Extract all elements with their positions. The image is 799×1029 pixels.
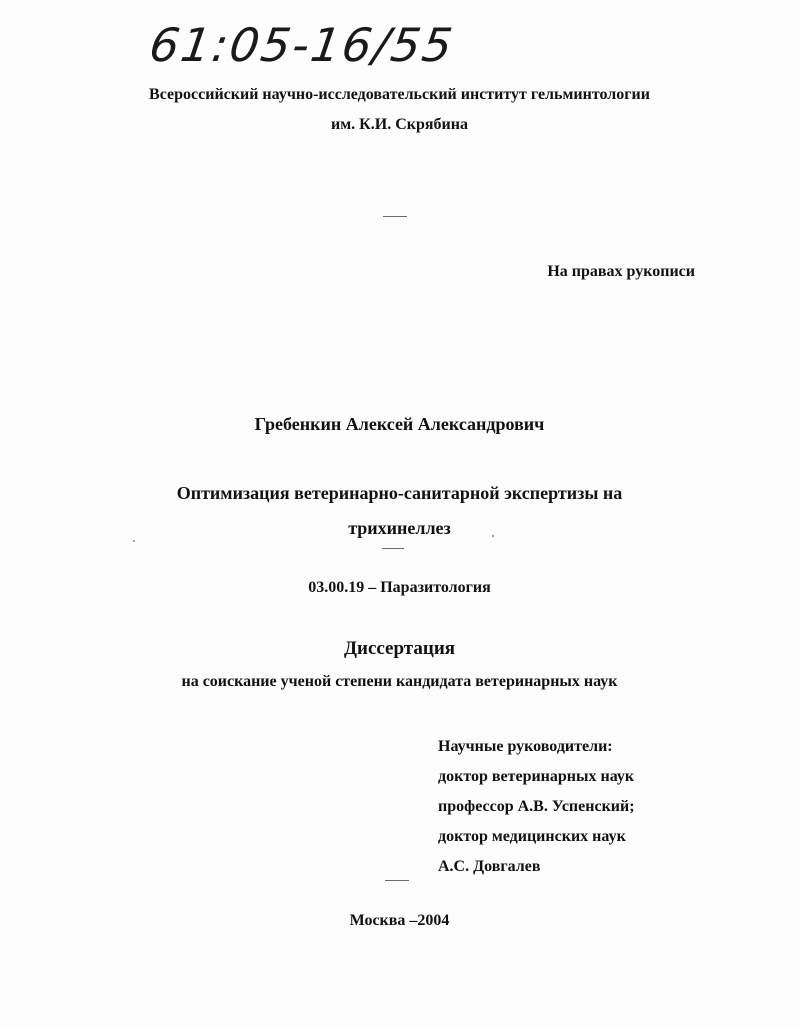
- supervisor-line: доктор ветеринарных наук: [438, 768, 635, 785]
- supervisor-line: профессор А.В. Успенский;: [438, 798, 635, 815]
- handwritten-archive-number: 61:05-16/55: [146, 18, 458, 72]
- dissertation-title-line-1: Оптимизация ветеринарно-санитарной экспертизы на: [176, 483, 623, 503]
- scan-speck: [385, 880, 409, 881]
- supervisor-line: доктор медицинских наук: [438, 828, 626, 845]
- rights-note: На правах рукописи: [547, 263, 695, 280]
- institute-name-line-1: Всероссийский научно-исследовательский институт гельминтологии: [149, 86, 650, 103]
- work-type-heading: Диссертация: [343, 638, 456, 659]
- supervisors-block: [438, 732, 635, 882]
- scan-speck: [382, 548, 404, 549]
- scan-speck: [383, 216, 407, 217]
- scan-dot: [492, 535, 494, 537]
- institute-name-line-2: им. К.И. Скрябина: [331, 116, 468, 133]
- scan-dot: [133, 540, 135, 542]
- author-name: Гребенкин Алексей Александрович: [254, 414, 545, 434]
- degree-line: на соискание ученой степени кандидата ветеринарных наук: [181, 673, 618, 690]
- specialty-code: 03.00.19 – Паразитология: [308, 579, 491, 596]
- supervisors-heading: Научные руководители:: [438, 738, 613, 755]
- city-year: Москва –2004: [349, 912, 450, 929]
- supervisor-line: А.С. Довгалев: [438, 858, 541, 875]
- dissertation-title-line-2: трихинеллез: [348, 518, 451, 538]
